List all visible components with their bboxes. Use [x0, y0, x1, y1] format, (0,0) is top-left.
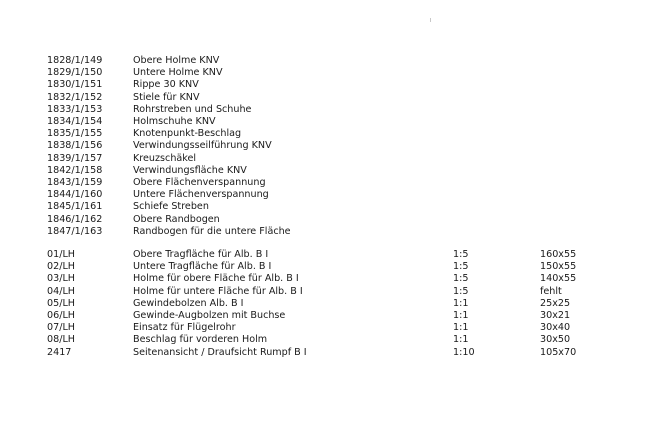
list-item: [0, 79, 660, 91]
drawing-description: Knotenpunkt-Beschlag: [133, 128, 242, 140]
drawing-size: 140x55: [540, 273, 577, 285]
drawing-number: 04/LH: [47, 285, 75, 297]
drawing-description: Beschlag für vorderen Holm: [133, 334, 268, 346]
list-item: [0, 92, 660, 104]
drawing-number: 1847/1/163: [47, 225, 103, 237]
list-item: [0, 214, 660, 226]
drawing-number: 1832/1/152: [47, 91, 103, 103]
list-item: [0, 55, 660, 67]
list-item: [0, 201, 660, 213]
drawing-number: 1835/1/155: [47, 128, 103, 140]
drawing-number: 2417: [47, 346, 72, 358]
list-item: [0, 286, 660, 298]
drawing-number: 07/LH: [47, 322, 75, 334]
drawing-description: Gewinde-Augbolzen mit Buchse: [133, 310, 286, 321]
drawing-description: Holmschuhe KNV: [133, 116, 216, 127]
list-item: [0, 226, 660, 238]
drawing-scale: 1:5: [453, 285, 469, 297]
drawing-description: Obere Tragfläche für Alb. B I: [133, 249, 269, 260]
drawing-number: 06/LH: [47, 310, 75, 321]
drawing-description: Einsatz für Flügelrohr: [133, 322, 236, 334]
drawing-size: 30x50: [540, 334, 571, 346]
drawing-description: Untere Flächenverspannung: [133, 189, 269, 201]
drawing-description: Untere Tragfläche für Alb. B I: [133, 261, 272, 273]
drawing-scale: 1:10: [453, 346, 475, 358]
list-item: [0, 273, 660, 285]
drawing-description: Gewindebolzen Alb. B I: [133, 297, 244, 309]
drawing-size: 160x55: [540, 249, 577, 260]
drawing-number: 1843/1/159: [47, 177, 103, 188]
drawing-number: 1838/1/156: [47, 140, 103, 152]
drawing-number: 02/LH: [47, 261, 75, 273]
drawing-number: 1828/1/149: [47, 55, 103, 66]
drawing-description: Verwindungsfläche KNV: [133, 164, 247, 176]
drawing-description: Untere Holme KNV: [133, 67, 223, 79]
drawing-description: Obere Holme KNV: [133, 55, 220, 66]
drawing-number: 1845/1/161: [47, 201, 103, 213]
drawing-description: Holme für untere Fläche für Alb. B I: [133, 285, 303, 297]
drawing-number: 1846/1/162: [47, 213, 103, 225]
drawing-scale: 1:5: [453, 249, 469, 260]
drawing-description: Holme für obere Fläche für Alb. B I: [133, 273, 299, 285]
drawing-number: 08/LH: [47, 334, 75, 346]
list-item: [0, 128, 660, 140]
list-item: [0, 334, 660, 346]
drawing-description: Obere Flächenverspannung: [133, 177, 266, 188]
drawing-description: Rippe 30 KNV: [133, 79, 199, 91]
drawing-scale: 1:5: [453, 273, 469, 285]
drawing-number: 03/LH: [47, 273, 75, 285]
drawing-description: Randbogen für die untere Fläche: [133, 225, 291, 237]
drawing-size: 25x25: [540, 297, 571, 309]
drawing-number: 1839/1/157: [47, 152, 103, 164]
list-item: [0, 189, 660, 201]
drawing-description: Seitenansicht / Draufsicht Rumpf B I: [133, 346, 307, 358]
drawing-description: Kreuzschäkel: [133, 152, 197, 164]
drawing-description: Schiefe Streben: [133, 201, 209, 213]
drawing-scale: 1:1: [453, 310, 469, 321]
drawing-size: fehlt: [540, 285, 562, 297]
drawing-description: Rohrstreben und Schuhe: [133, 103, 252, 115]
drawing-description: Stiele für KNV: [133, 91, 200, 103]
drawing-description: Obere Randbogen: [133, 213, 220, 225]
drawing-number: 1830/1/151: [47, 79, 103, 91]
list-item: [0, 165, 660, 177]
drawing-number: 01/LH: [47, 249, 75, 260]
list-item: [0, 322, 660, 334]
list-item: [0, 347, 660, 359]
drawing-number: 1842/1/158: [47, 164, 103, 176]
list-item: [0, 104, 660, 116]
drawing-number: 05/LH: [47, 297, 75, 309]
drawing-number: 1844/1/160: [47, 189, 103, 201]
list-item: [0, 177, 660, 189]
drawing-size: 30x40: [540, 322, 571, 334]
drawing-scale: 1:1: [453, 334, 469, 346]
drawing-scale: 1:1: [453, 297, 469, 309]
drawing-description: Verwindungsseilführung KNV: [133, 140, 272, 152]
list-item: [0, 298, 660, 310]
drawing-scale: 1:5: [453, 261, 469, 273]
drawing-size: 105x70: [540, 346, 577, 358]
list-item: [0, 249, 660, 261]
drawing-size: 30x21: [540, 310, 571, 321]
scan-mark: [430, 18, 431, 22]
drawing-number: 1829/1/150: [47, 67, 103, 79]
list-item: [0, 67, 660, 79]
list-item: [0, 310, 660, 322]
drawing-number: 1833/1/153: [47, 103, 103, 115]
drawing-scale: 1:1: [453, 322, 469, 334]
list-item: [0, 140, 660, 152]
list-item: [0, 261, 660, 273]
drawing-size: 150x55: [540, 261, 577, 273]
list-item: [0, 153, 660, 165]
list-item: [0, 116, 660, 128]
drawing-number: 1834/1/154: [47, 116, 103, 127]
